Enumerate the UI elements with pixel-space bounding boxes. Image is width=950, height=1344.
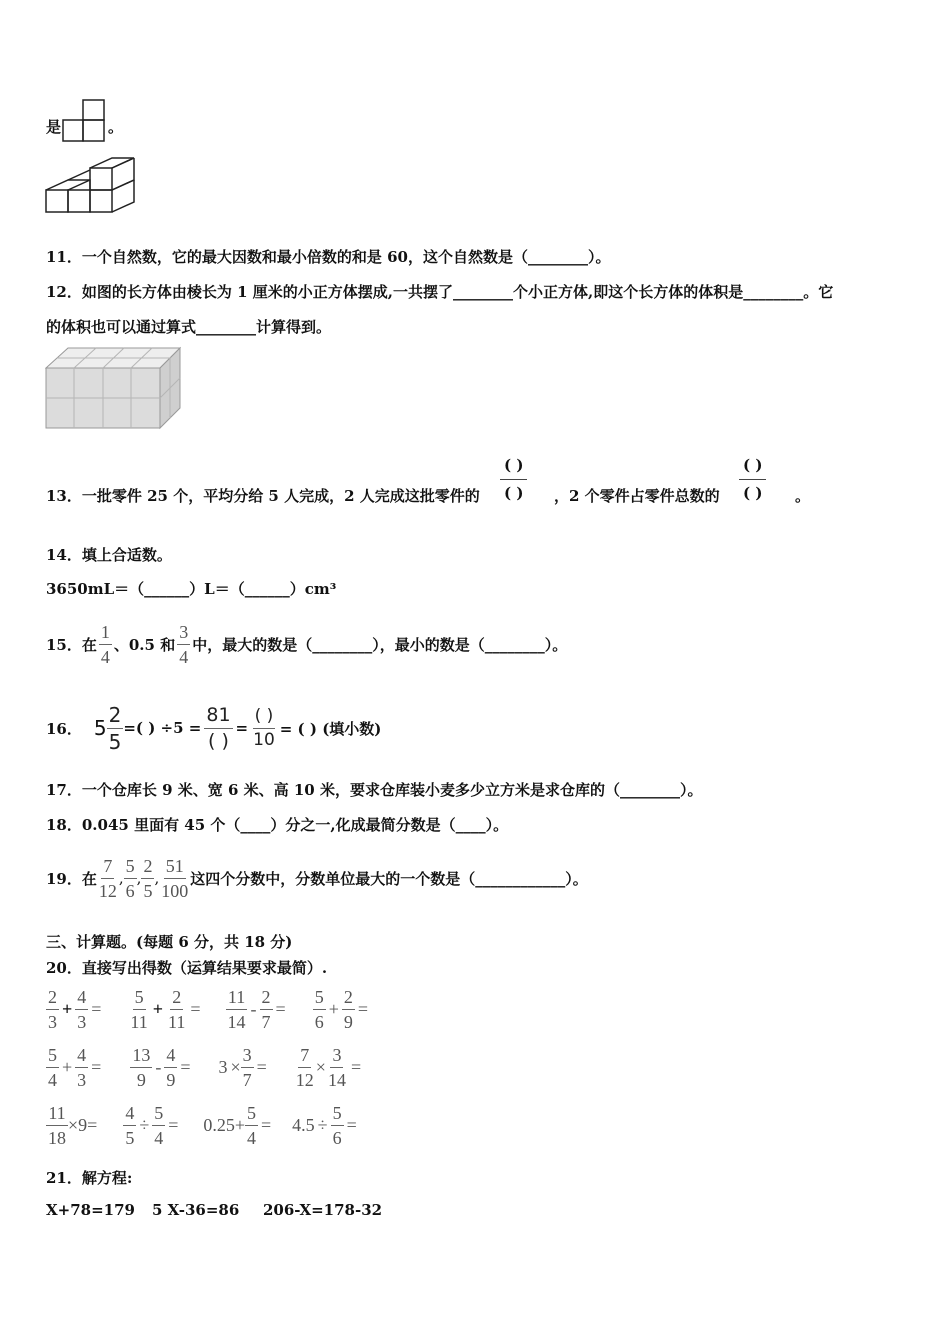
equals: = xyxy=(190,999,201,1019)
fraction xyxy=(342,988,355,1031)
den: 3 xyxy=(77,1070,87,1090)
q19-f3-den: 5 xyxy=(143,880,153,901)
question-18: 18．0.045 里面有 45 个（____）分之一,化成最简分数是（____）。 xyxy=(46,816,509,834)
fraction xyxy=(128,988,149,1031)
q20-row-2 xyxy=(46,1046,386,1089)
operator: ×9= xyxy=(68,1115,98,1135)
num: 5 xyxy=(46,1046,59,1068)
fraction xyxy=(130,1046,152,1089)
num: 5 xyxy=(152,1104,165,1126)
q19-f1-den: 12 xyxy=(98,880,117,901)
cuboid-figure xyxy=(45,346,181,430)
question-20-title: 20．直接写出得数（运算结果要求最简）. xyxy=(46,959,328,977)
den: 12 xyxy=(295,1070,314,1090)
q19-fraction-3 xyxy=(141,857,154,900)
cube-stack-figure xyxy=(44,156,140,216)
q16-numerator: 2 xyxy=(108,702,122,727)
den: 9 xyxy=(136,1070,146,1090)
question-14-title: 14．填上合适数。 xyxy=(46,546,172,564)
equals: = xyxy=(91,999,102,1019)
q20-item xyxy=(203,1104,274,1147)
num: 2 xyxy=(260,988,273,1010)
operator: + xyxy=(62,1057,73,1077)
q20-item xyxy=(130,1046,193,1089)
q16-f3-numerator: ( ) xyxy=(253,708,276,729)
q16-fraction-3 xyxy=(251,705,277,750)
den: 11 xyxy=(168,1012,186,1032)
question-15 xyxy=(46,612,567,676)
q16-f2-numerator: 81 xyxy=(204,706,232,729)
q19-fraction-2 xyxy=(124,857,137,900)
num: 4 xyxy=(123,1104,136,1126)
question-19: 19．在 $\frac{7}{12}$ , $\frac{5}{6}$ , $\frac{2}{5}$ , $\frac{51}{100}$ 这四个分数中，分数单位最大的一个数是（____________）。 xyxy=(46,855,588,901)
q15-f2-denominator: 4 xyxy=(179,646,189,667)
q13-blank-numerator-2: ( ) xyxy=(739,458,766,480)
question-11: 11．一个自然数，它的最大因数和最小倍数的和是 60，这个自然数是（________）。 xyxy=(46,248,611,266)
operator: + xyxy=(152,999,164,1019)
q20-item xyxy=(313,988,371,1031)
operator: + xyxy=(62,999,73,1019)
fraction xyxy=(241,1046,254,1089)
q15-f2-numerator: 3 xyxy=(177,623,190,645)
den: 3 xyxy=(48,1012,57,1032)
q16-label: 16． xyxy=(46,719,82,738)
den: 5 xyxy=(125,1128,135,1148)
den: 11 xyxy=(130,1012,148,1032)
num: 5 xyxy=(245,1104,258,1126)
q19-pre: 19．在 xyxy=(46,869,97,888)
question-13-text3: 。 xyxy=(795,487,811,505)
fraction xyxy=(226,988,248,1031)
q16-fraction-2 xyxy=(204,703,232,752)
q20-item xyxy=(46,988,104,1031)
equals: = xyxy=(256,1057,267,1077)
den: 4 xyxy=(247,1128,257,1148)
operator: - xyxy=(250,999,257,1019)
q20-row-1 xyxy=(46,988,393,1031)
den: 7 xyxy=(242,1070,252,1090)
equals: = xyxy=(180,1057,191,1077)
den: 3 xyxy=(77,1012,87,1032)
view-figure xyxy=(62,99,108,143)
q16-mixed-fraction xyxy=(107,702,124,754)
q15-mid: 、0.5 和 xyxy=(113,635,176,654)
operator: + xyxy=(328,999,339,1019)
q20-item xyxy=(226,988,289,1031)
q20-item xyxy=(294,1046,364,1089)
q15-fraction-1 xyxy=(99,623,112,666)
fraction xyxy=(313,988,326,1031)
equals: = xyxy=(168,1115,179,1135)
equals: = xyxy=(350,1057,362,1077)
fraction xyxy=(75,988,88,1031)
question-21-title: 21．解方程: xyxy=(46,1169,133,1187)
fraction xyxy=(260,988,273,1031)
q20-item xyxy=(215,1046,269,1089)
den: 14 xyxy=(327,1070,346,1090)
q16-t1: =( ) ÷5 = xyxy=(123,719,202,737)
q13-blank-numerator: ( ) xyxy=(500,458,527,480)
q19-f2-num: 5 xyxy=(124,857,137,879)
q20-item xyxy=(46,1046,104,1089)
num: 4 xyxy=(75,1046,88,1068)
num: 7 xyxy=(298,1046,311,1068)
num: 11 xyxy=(226,988,247,1010)
q20-item xyxy=(292,1104,360,1147)
fraction xyxy=(123,1104,136,1147)
fraction xyxy=(46,1104,68,1147)
den: 7 xyxy=(261,1012,271,1032)
decimal-term: 4.5 xyxy=(292,1115,315,1135)
num: 11 xyxy=(46,1104,67,1126)
den: 14 xyxy=(227,1012,246,1032)
q15-fraction-2 xyxy=(177,623,190,666)
num: 2 xyxy=(342,988,355,1010)
den: 4 xyxy=(154,1128,164,1148)
operator: ÷ xyxy=(139,1115,150,1135)
num: 5 xyxy=(331,1104,344,1126)
fraction xyxy=(152,1104,165,1147)
q15-post: 中，最大的数是（________），最小的数是（________）。 xyxy=(192,635,568,654)
fraction xyxy=(331,1104,344,1147)
q19-f2-den: 6 xyxy=(125,880,135,901)
q16-denominator: 5 xyxy=(108,729,122,754)
den: 6 xyxy=(314,1012,324,1032)
equals: = xyxy=(91,1057,102,1077)
num: 4 xyxy=(75,988,88,1010)
den: 9 xyxy=(343,1012,353,1032)
num: 4 xyxy=(164,1046,177,1068)
q13-blank-fraction-2 xyxy=(739,458,766,501)
num: 2 xyxy=(46,988,59,1010)
equation-1: X+78=179 xyxy=(46,1201,135,1219)
q20-row-3 xyxy=(46,1104,382,1147)
den: 18 xyxy=(48,1128,66,1148)
q19-post: 这四个分数中，分数单位最大的一个数是（____________）。 xyxy=(190,869,588,888)
q16-whole: 5 xyxy=(93,716,107,740)
q13-blank-denominator-2: ( ) xyxy=(743,484,763,502)
q15-pre: 15．在 xyxy=(46,635,97,654)
q20-item xyxy=(128,988,203,1031)
fraction xyxy=(46,1046,59,1089)
question-14-line: 3650mL＝（______）L＝（______）cm³ xyxy=(46,580,337,598)
q19-f4-num: 51 xyxy=(164,857,186,879)
equation-2: 5 X-36=86 xyxy=(152,1201,240,1219)
equals: = xyxy=(357,999,368,1019)
question-12-line1: 12．如图的长方体由棱长为 1 厘米的小正方体摆成,一共摆了________个小正方体,即这个长方体的体积是________。它 xyxy=(46,283,834,301)
operator: × xyxy=(315,1057,326,1077)
den: 9 xyxy=(166,1070,176,1090)
equation-3: 206-X=178-32 xyxy=(263,1201,383,1219)
q16-t2: = ( ) (填小数) xyxy=(279,719,382,738)
fraction xyxy=(294,1046,316,1089)
fraction xyxy=(326,1046,348,1089)
q16-f2-denominator: ( ) xyxy=(208,729,229,752)
num: 2 xyxy=(170,988,183,1010)
den: 6 xyxy=(332,1128,342,1148)
q19-fraction-4 xyxy=(159,857,190,900)
decimal-term: 0.25+ xyxy=(203,1115,246,1135)
equals: = xyxy=(275,999,286,1019)
question-12-line2: 的体积也可以通过算式________计算得到。 xyxy=(46,318,332,336)
section-3-heading: 三、计算题。(每题 6 分，共 18 分) xyxy=(46,933,293,951)
q13-blank-denominator: ( ) xyxy=(504,484,524,502)
q13-blank-fraction-1 xyxy=(500,458,527,501)
fraction xyxy=(164,1046,177,1089)
question-13-text1: 13．一批零件 25 个，平均分给 5 人完成，2 人完成这批零件的 xyxy=(46,487,480,505)
equals: = xyxy=(346,1115,357,1135)
fraction xyxy=(46,988,59,1031)
question-13-text2: ，2 个零件占零件总数的 xyxy=(554,487,720,505)
q16-eq: = xyxy=(235,719,249,737)
den: 4 xyxy=(48,1070,57,1090)
q19-f4-den: 100 xyxy=(161,880,189,901)
equals: = xyxy=(261,1115,272,1135)
q10-prefix: 是 xyxy=(46,118,62,136)
num: 13 xyxy=(130,1046,152,1068)
q15-f1-denominator: 4 xyxy=(100,646,110,667)
q10-suffix: 。 xyxy=(108,118,124,136)
num: 5 xyxy=(313,988,326,1010)
q16-f3-denominator: 10 xyxy=(253,729,275,750)
operator: × xyxy=(230,1057,241,1077)
fraction xyxy=(75,1046,88,1089)
q19-f1-num: 7 xyxy=(101,857,114,879)
operator: ÷ xyxy=(317,1115,328,1135)
num: 3 xyxy=(330,1046,343,1068)
q19-f3-num: 2 xyxy=(141,857,154,879)
whole-number: 3 xyxy=(218,1057,228,1077)
q20-item xyxy=(46,1104,97,1147)
q15-f1-numerator: 1 xyxy=(99,623,112,645)
question-17: 17．一个仓库长 9 米、宽 6 米、高 10 米，要求仓库装小麦多少立方米是求仓库的（________）。 xyxy=(46,781,703,799)
operator: - xyxy=(155,1057,162,1077)
num: 5 xyxy=(133,988,146,1010)
fraction xyxy=(166,988,187,1031)
question-16 xyxy=(46,692,381,764)
num: 3 xyxy=(241,1046,254,1068)
q20-item xyxy=(123,1104,181,1147)
q19-fraction-1 xyxy=(97,857,119,900)
fraction xyxy=(245,1104,258,1147)
